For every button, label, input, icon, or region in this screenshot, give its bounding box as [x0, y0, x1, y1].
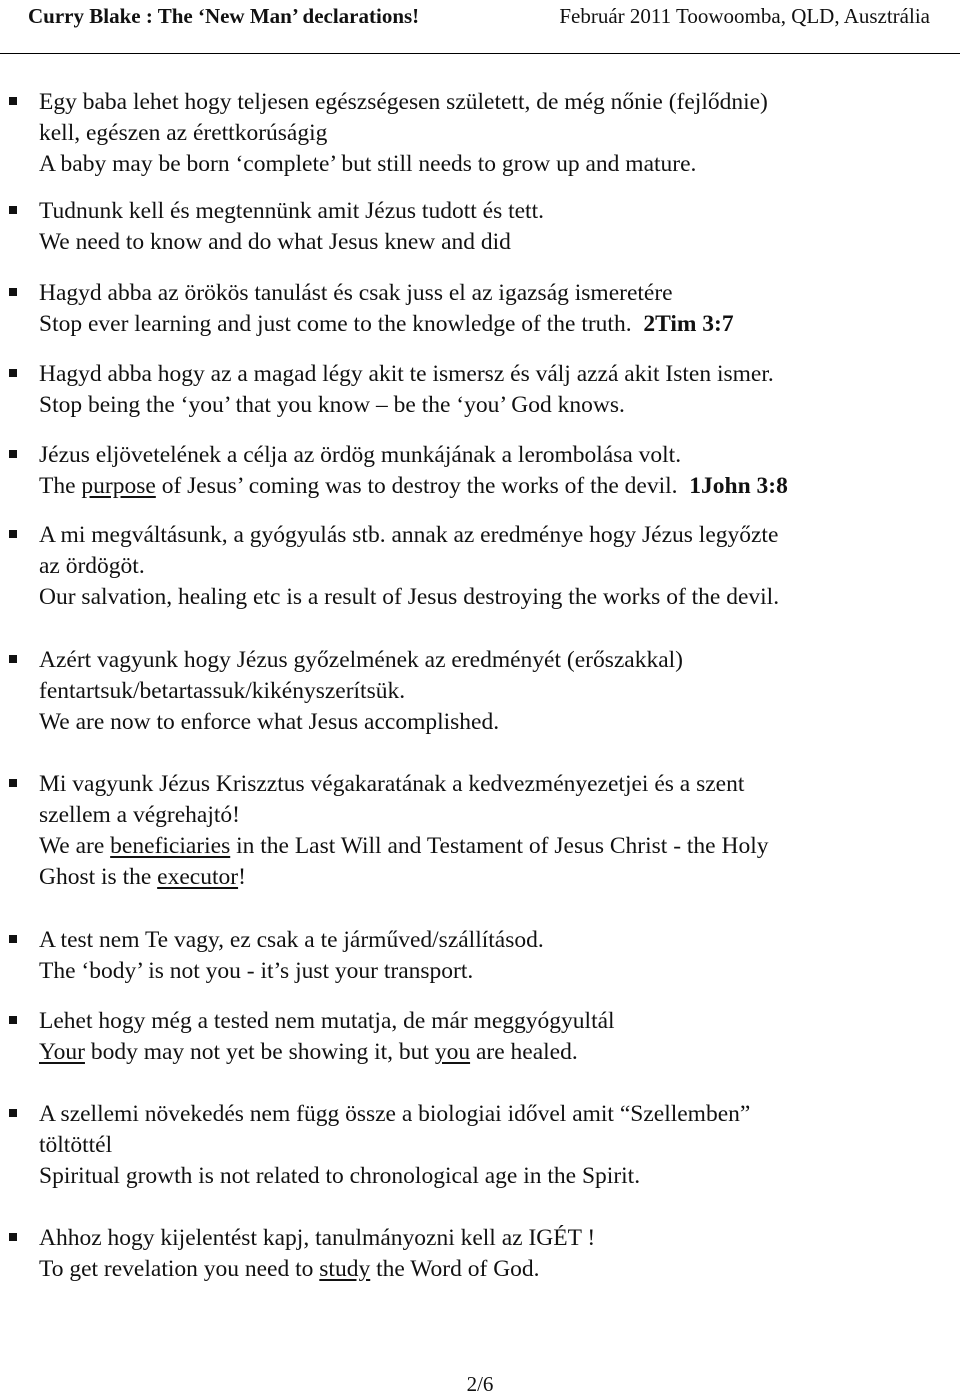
item-text: The — [39, 473, 82, 499]
list-item — [0, 769, 960, 893]
item-line: Egy baba lehet hogy teljesen egészségesen született, de még nőnie (fejlődnie) — [39, 89, 768, 115]
item-line: Ahhoz hogy kijelentést kapj, tanulmányozni kell az IGÉT ! — [39, 1225, 596, 1251]
item-line: The ‘body’ is not you - it’s just your transport. — [39, 958, 474, 984]
item-line: Hagyd abba hogy az a magad légy akit te ismersz és válj azzá akit Isten ismer. — [39, 361, 774, 387]
item-text: ! — [238, 864, 246, 890]
square-bullet-icon — [9, 655, 17, 663]
item-line: töltöttél — [39, 1132, 113, 1158]
square-bullet-icon — [9, 288, 17, 296]
list-item — [0, 1006, 960, 1068]
item-text: of Jesus’ coming was to destroy the works of the devil. — [155, 473, 678, 499]
item-line: Our salvation, healing etc is a result of Jesus destroying the works of the devil. — [39, 584, 780, 610]
underlined-word: purpose — [81, 473, 156, 499]
square-bullet-icon — [9, 530, 17, 538]
underlined-word: Your — [39, 1039, 85, 1065]
item-line — [39, 1037, 939, 1068]
item-line: We are now to enforce what Jesus accomplished. — [39, 709, 500, 735]
item-line: Spiritual growth is not related to chronological age in the Spirit. — [39, 1163, 641, 1189]
item-line: kell, egészen az érettkorúságig — [39, 120, 328, 146]
item-line — [39, 831, 939, 862]
list-item — [0, 520, 960, 613]
scripture-reference: 1John 3:8 — [689, 473, 788, 499]
underlined-word: beneficiaries — [110, 833, 231, 859]
item-line — [39, 471, 939, 502]
item-line: szellem a végrehajtó! — [39, 802, 240, 828]
list-item — [0, 87, 960, 180]
underlined-word: you — [434, 1039, 471, 1065]
item-line — [39, 309, 939, 340]
page-number: 2/6 — [466, 1372, 494, 1396]
item-line: Hagyd abba az örökös tanulást és csak juss el az igazság ismeretére — [39, 280, 673, 306]
list-item — [0, 440, 960, 502]
item-text: are healed. — [470, 1039, 578, 1065]
item-text: To get revelation you need to — [39, 1256, 320, 1282]
page-header — [0, 0, 960, 54]
square-bullet-icon — [9, 97, 17, 105]
list-item — [0, 278, 960, 340]
item-line: Azért vagyunk hogy Jézus győzelmének az eredményét (erőszakkal) — [39, 647, 684, 673]
item-line: A baby may be born ‘complete’ but still needs to grow up and mature. — [39, 151, 697, 177]
item-line: We need to know and do what Jesus knew and did — [39, 229, 511, 255]
item-line: az ördögöt. — [39, 553, 145, 579]
list-item — [0, 925, 960, 987]
item-line — [39, 862, 939, 893]
list-item — [0, 645, 960, 738]
list-item — [0, 359, 960, 421]
underlined-word: study — [319, 1256, 371, 1282]
square-bullet-icon — [9, 450, 17, 458]
square-bullet-icon — [9, 935, 17, 943]
square-bullet-icon — [9, 779, 17, 787]
list-item — [0, 1223, 960, 1285]
square-bullet-icon — [9, 1233, 17, 1241]
square-bullet-icon — [9, 206, 17, 214]
item-line: Tudnunk kell és megtennünk amit Jézus tudott és tett. — [39, 198, 544, 224]
item-text: in the Last Will and Testament of Jesus Christ - the Holy — [230, 833, 769, 859]
item-line: Lehet hogy még a tested nem mutatja, de már meggyógyultál — [39, 1008, 615, 1034]
item-line: Stop being the ‘you’ that you know – be the ‘you’ God knows. — [39, 392, 625, 418]
item-line: A test nem Te vagy, ez csak a te járműved/szállításod. — [39, 927, 544, 953]
underlined-word: executor — [157, 864, 239, 890]
item-line: Mi vagyunk Jézus Kriszztus végakaratának a kedvezményezetjei és a szent — [39, 771, 745, 797]
item-line: Jézus eljövetelének a célja az ördög munkájának a lerombolása volt. — [39, 442, 682, 468]
list-item — [0, 1099, 960, 1192]
header-date-location: Február 2011 Toowoomba, QLD, Ausztrália — [559, 4, 930, 28]
item-text: the Word of God. — [370, 1256, 540, 1282]
item-text: We are — [39, 833, 111, 859]
item-line: A szellemi növekedés nem függ össze a biologiai idővel amit “Szellemben” — [39, 1101, 751, 1127]
item-text: body may not yet be showing it, but — [84, 1039, 435, 1065]
item-line: A mi megváltásunk, a gyógyulás stb. annak az eredménye hogy Jézus legyőzte — [39, 522, 779, 548]
header-title: Curry Blake : The ‘New Man’ declarations! — [28, 4, 420, 28]
square-bullet-icon — [9, 1016, 17, 1024]
item-text: Stop ever learning and just come to the knowledge of the truth. — [39, 311, 632, 337]
square-bullet-icon — [9, 1109, 17, 1117]
item-line: fentartsuk/betartassuk/kikényszerítsük. — [39, 678, 406, 704]
list-item — [0, 196, 960, 258]
scripture-reference: 2Tim 3:7 — [643, 311, 734, 337]
square-bullet-icon — [9, 369, 17, 377]
item-text: Ghost is the — [39, 864, 158, 890]
item-line — [39, 1254, 939, 1285]
